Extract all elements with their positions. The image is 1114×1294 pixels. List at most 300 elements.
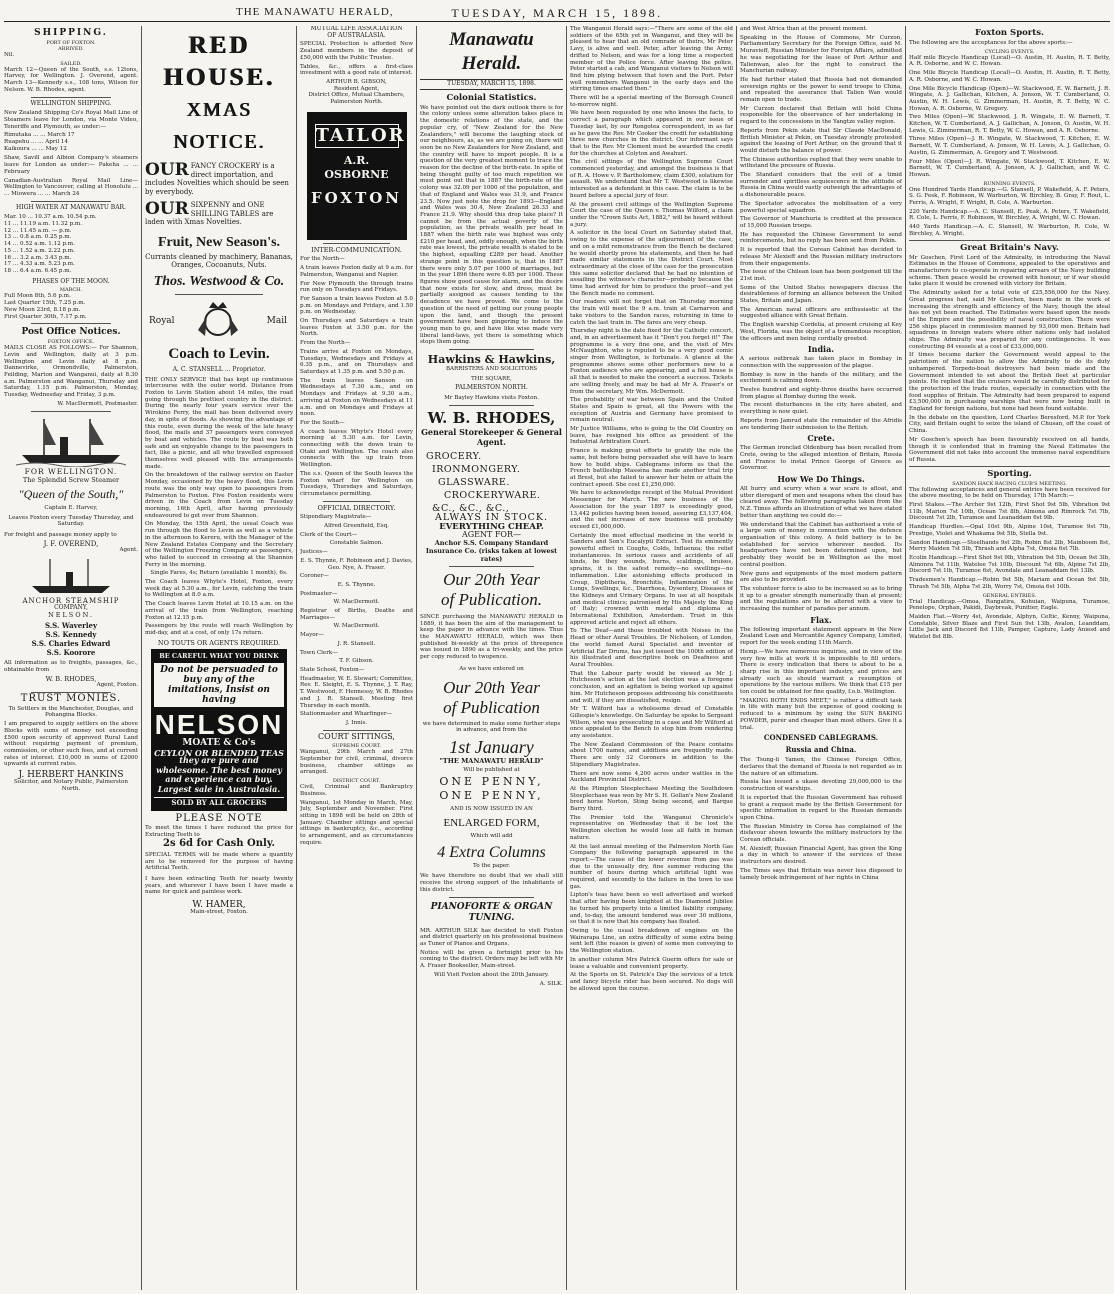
high-water-row: 11 ... 11.19 a.m. 11.32 p.m. — [4, 221, 83, 228]
westwood-name: Thos. Westwood & Co. — [153, 273, 285, 289]
news-paragraph: There will be a special meeting of the Borough Council to-morrow night. — [570, 95, 733, 108]
our-20th-year: Our 20th Year — [443, 569, 540, 589]
directory-value: W. MacDermott. — [333, 599, 380, 606]
gibson-name: ARTHUR B. GIBSON, — [326, 78, 387, 85]
anchor-heading: ANCHOR STEAMSHIP — [22, 597, 120, 606]
price-one-penny — [420, 775, 563, 789]
directory-label: Stationmaster and Wharfinger— — [300, 711, 393, 718]
directory-value: Alfred Greenfield, Esq. — [324, 523, 389, 530]
sports-entry: Half mile Bicycle Handicap (Local)—O. Austin, H. Austin, R. T. Betty, A. R. Osborne, and W. C. Howan. — [909, 54, 1110, 68]
column-rule — [736, 26, 737, 1290]
directory-label: Town Clerk— — [300, 649, 338, 656]
high-water-row: 15 ... 1.52 a.m. 2.22 p.m. — [4, 247, 75, 254]
column-1 — [4, 26, 138, 1290]
postmaster-sign: W. MacDermott, Postmaster. — [57, 400, 138, 407]
our-20th-year: Our 20th Year — [443, 677, 540, 697]
directory-label: Registrar of Births, Deaths and Marriages— — [300, 608, 413, 621]
news-paragraph: The New Zealand Commission of the Peace contains about 1700 names, and additions are frequently made. There are only 32 Coroners in addition to the Stipendiary Magistrates. — [570, 741, 733, 768]
nelson-top: BE CAREFUL WHAT YOU DRINK — [159, 652, 279, 661]
to-the-paper: To the paper. — [472, 862, 511, 869]
masthead-title: TUESDAY, MARCH 15, 1898. — [451, 6, 663, 20]
wellington-row: Ruapehu ... ... April 14 — [4, 139, 69, 146]
nelson-blend: CEYLON OR BLENDED TEAS — [154, 747, 284, 758]
special-terms-text: SPECIAL TERMS will be made where a quantity are to be removed for the purpose of having Artificial Teeth. — [145, 851, 293, 872]
racing-entry: Sandon Handicap.—Steelhands 9st 2lb, Robin 8st 2lb, Mainboom 8st, Merry Maiden 7st 5lb, Thrash and Alpha 7st, Omoia 6st 7lb. — [909, 539, 1110, 553]
russia-paragraph: M. Alexieff, Russian Financial Agent, has given the King a day in which to answer if the services of these instructors are desired. — [740, 845, 902, 866]
goods-item: GLASSWARE. — [438, 476, 510, 488]
moon-row: First Quarter 30th, 7.17 p.m. — [4, 313, 87, 320]
gibson-role: Resident Agent, — [333, 85, 380, 92]
news-paragraph: A solicitor in the local Court on Saturday stated that, owing to the expense of the adjournment of the case, and on a mild remonstrance from the Bench he declared he would shortly prove his statements, and then he had made similar statements in the District Court. Most extraordinary at the close of the case for the prosecution this same solicitor declared that he had no intention of assailing the witness's character—probably because the time had arrived for him to produce the proof—and yet the Bench made no comment. — [570, 230, 733, 297]
herald-name: "THE MANAWATU HERALD" — [439, 756, 544, 765]
flax-heading: Flax. — [810, 614, 832, 625]
wellington-text: New Zealand Shipping Co's Royal Mail Line of Steamers leave for London, via Monte Video, Teneriffe and Plymouth, as under:— — [4, 110, 138, 130]
news-paragraph: The Wanganui Herald says:—"There are some of the old soldiers of the 65th yet in Wanganui, and they will be pleased to hear that an old comrade of theirs, Mr Peter Lavy, is alive and well. Peter, after leaving the Army, drifted to Nelson, and was for a long time a respected member of the Police force. After leaving the police, Peter started a cab, and Wanganui visitors to Nelson will find him plying between that town and the Port. Peter well remembers Wanganui in the early days and the stirring times enacted then." — [570, 26, 733, 93]
ship-icon — [26, 556, 116, 596]
nelson-sold: SOLD BY ALL GROCERS — [154, 797, 284, 807]
colonial-text: We have pointed out the dark outlook there is for the colony unless some alteration takes place in the domestic relations of the state, and the popular cry, of "New Zealand for the New Zealanders," will become the laughing stock of our neighbours, as, as we are going on, there will soon be no New Zealanders for New Zealand, and the country will have to import people. It is a question of the very greatest moment to trace the reason for the decline of the birth-rate. In spite of being thought guilty of too much repetition we must point out that in 1887 the birth-rate of the colony was 32.09 per 1000 of the population, and that of England and Wales was 31.9, and France 23.5. Now just note the drop for 1893—England and Wales was 30.4, New Zealand 26.33 and France 21.9. Why should this drop take place? It cannot be from the actual poverty of the population, as the private wealth per head in 1887 when the birth rate was highest was only £210 per head, and, oddly enough, when the birth rate was lowest, the private wealth is stated to be the highest, equalling £289 per head. Another strange point in this question is, that in 1887 there were only 5.07 per 1000 of marriages, but in the year 1896 there were 6.85 per 1000. These figures show good cause for alarm, and the desire that now exists for slow, and dress, must be partially assigned as causes tending to the decadence we have proved. We come to the question of the need of getting our young people upon the land, and though the present government have been gingering to induce the young men to go, and have like wise made very liberal land-laws, yet there is something which stops them going. — [420, 104, 563, 346]
fancy-crockery-notice — [145, 162, 293, 197]
india-paragraph: Bombay is now in the hands of the military, and the excitement is calming down. — [740, 371, 902, 385]
our-label: OUR — [145, 198, 189, 219]
post-office-text: MAILS CLOSE AS FOLLOWS:— For Shannon, Levin and Wellington, daily at 3 p.m. Wellington and Levin daily at 8 p.m. Dannevirke, Ormondville, Palmerston, Feilding, Marton and Wanganui, daily at 8.30 a.m. Palmerston and Wanganui, Thursday and Saturday, 1.15 p.m. Palmerston, Monday, Tuesday, Wednesday and Friday, 3 p.m. — [4, 345, 138, 399]
issued-text: AND IS NOW ISSUED IN AN — [450, 806, 533, 813]
fruit-text: Currants cleaned by machinery, Bananas, Oranges, Cocoanuts, Nuts. — [145, 252, 293, 270]
silk-visit: Will Visit Foxton about the 20th January. — [434, 971, 549, 978]
directory-value: T. F. Gibson. — [339, 658, 374, 665]
shipping-heading: SHIPPING. — [34, 28, 108, 38]
directory-label: Stipendiary Magistrate— — [300, 514, 372, 521]
hankins-name: J. HERBERT HANKINS — [18, 770, 124, 781]
directory-label: Clerk of the Court— — [300, 531, 358, 538]
directory-label: State School, Foxton— — [300, 667, 365, 673]
moon-row: New Moon 23rd, 8.18 p.m. — [4, 306, 81, 313]
tailor-label: TAILOR — [315, 124, 406, 146]
no-touts: NO TOUTS OR AGENTS REQUIRED. — [157, 638, 281, 647]
captain: Captain E. Harvey, — [44, 504, 98, 511]
post-office-sub: FOXTON OFFICE. — [47, 339, 95, 346]
fruit-heading: Fruit, New Season's. — [157, 234, 281, 250]
goods-list — [420, 450, 563, 515]
condensed-cablegrams-heading: CONDENSED CABLEGRAMS. — [763, 733, 879, 743]
directory-label: Justices— — [300, 549, 328, 556]
leaves-text: Leaves Foxton every Tuesday Thursday, and Saturday. — [8, 514, 134, 528]
cable-paragraph: The issue of the Chilean loan has been postponed till the 21st inst. — [740, 269, 902, 282]
news-paragraph: At the present civil sittings of the Wellington Supreme Court the case of the Queen v. Thomas Wilford, a claim under the "Crown Suits Act, 1882," will be heard without a jury. — [570, 201, 733, 228]
wanganui-text: Wanganui, 1st Monday in March, May, July, September and November. First sitting in 1898 will be held on 28th of January. Chamber sittings and special sittings in bankruptcy, &c., according to arrangement, and as circumstances require. — [300, 799, 413, 846]
ship-name: S.S. Waverley — [44, 621, 98, 631]
published-at: Will be published at — [463, 766, 520, 773]
cable-paragraph: Speaking in the House of Commons, Mr Curzon, Parliamentary Secretary for the Foreign Office, said M. Muravieff, Russian Minister for Foreign Affairs, admitted he was negotiating for the lease of Port Arthur and Talienwan, also for the right to construct the Manchurian railway. — [740, 34, 902, 75]
goods-item: IRONMONGERY. — [432, 463, 521, 475]
india-paragraph: Twelve hundred and eighty-three deaths have occurred from plague at Bombay during the week. — [740, 387, 902, 400]
sports-entry: Three Miles (Open)—J. R. Wingate, W. Stackwood, T. Kitchen, E. W. Barnett, W. T. Cumberland, A. Jonson, W. H. Lewis, A. J. Gallichan, O. Austin, G. Zimmerman, A. Gregory and T. Westwood. — [909, 136, 1110, 156]
for-north-heading: For the North— — [300, 256, 345, 263]
navy-heading: Great Britain's Navy. — [909, 240, 1110, 253]
news-paragraph: Certainly the most effectual medicine in the world is Sanders and Son's Eucalypti Extract. Test its eminently powerful effect in Coughs, Colds, Influenza; the relief instantaneous. In serious cases and accidents of all kinds, be they wounds, burns, scaldings, bruises, sprains, it is the safest remedy—no swellings—no inflammation. Like astonishing effects produced in Croup, Diphtheria, Bronchitis, Inflammation of the Lungs, Swellings, &c., Diarrhoea, Dysentery, Diseases of the Kidneys and Urinary Organs. In use at all hospitals and medical clinics; patronised by His Majesty the King of Italy; crowned with medal and diploma at International Exhibition, Amsterdam. Trust in this approved article and reject all others. — [570, 532, 733, 626]
russia-paragraph: Russia has issued a ukase devoting 29,000,000 to the construction of warships. — [740, 779, 902, 793]
general-entries-heading: GENERAL ENTRIES. — [982, 592, 1037, 599]
from-north-heading: From the North— — [300, 340, 351, 347]
flax-paragraph: Hemp.—We have numerous inquiries, and in view of the very few mills at work it is impossible to fill orders. There is every indication that there is about to be a sharp rise in this important industry, and prices are already such as should warrant a resumption of operations by the various millers. We think that £15 per ton could be obtained for fine quality, f.o.b. Wellington. — [740, 648, 902, 696]
directory-value: Constable Salmon. — [329, 540, 384, 547]
cable-paragraph: The Governor of Manchuria is credited at the presence of 15,000 Russian troops. — [740, 216, 902, 229]
sports-intro: The following are the acceptances for the above sports:— — [909, 40, 1073, 46]
russia-paragraph: The Times says that Britain was never less disposed to tamely brook infringement of her rights in China — [740, 867, 902, 881]
coach-text: Passengers by the route will reach Wellington by mid-day, and at a cost, of only 17s return. — [145, 623, 293, 636]
inter-communication-heading: INTER-COMMUNICATION. — [311, 245, 402, 254]
sports-entry: One Mile Bicycle Handicap (Local)—O. Austin, H. Austin, R. T. Betty, A. R. Osborne, and W. C. Howan. — [909, 70, 1110, 83]
please-note-text: To meet the times I have reduced the price for Extracting Teeth to — [145, 824, 293, 838]
moon-heading: PHASES OF THE MOON. — [32, 277, 110, 285]
our-label: OUR — [145, 160, 189, 180]
canadian-text: Canadian-Australian Royal Mail Line—Wellington to Vancouver, calling at Honolulu ... ... Miowera ... ... March 24 — [4, 177, 138, 197]
news-paragraph: In another column Mrs Patrick Guerin offers for sale or lease a valuable and convenient property. — [570, 956, 733, 970]
russia-paragraph: The Tsung-li Yamen, the Chinese Foreign Office, declares that the demand of Russia is not regarded as in the nature of an ultimatum. — [740, 757, 902, 777]
hamer-address: Main-street, Foxton. — [190, 908, 248, 915]
news-paragraph: We have to acknowledge receipt of the Mutual Provident Messenger for March. The new business of the Association for the year 1897 is exceedingly good, 13,442 policies having been issued, assuring £3,137,404, and the net increase of new business will probably exceed £1,000,000. — [570, 490, 733, 530]
news-paragraph: At the Plimpton Steeplechase Meeting the Southdown Steeplechase was won by Mr S. H. Gollan's New Zealand bred horse Norton, Sting being second, and Barque Barry third. — [570, 785, 733, 813]
everything-cheap: EVERYTHING CHEAP. — [439, 521, 544, 532]
directory-label: Postmaster— — [300, 590, 338, 597]
ship-name: S.S. Charles Edward — [31, 639, 111, 649]
splendid-steamer: The Splendid Screw Steamer — [22, 476, 120, 485]
foxton-sports-heading: Foxton Sports. — [975, 28, 1044, 38]
as-we-entered: As we have entered on — [459, 665, 524, 672]
india-paragraph: Reports from Jamrud state the remainder of the Afridis are tendering their submission to the British. — [740, 417, 902, 431]
silk-sign: A. SILK. — [539, 980, 563, 987]
piano-heading: PIANOFORTE & ORGAN TUNING. — [430, 901, 553, 923]
arrived-label: ARRIVED. — [58, 46, 84, 52]
goods-item: &C., &C., &C., — [432, 502, 510, 514]
train-text: The s.s. Queen of the South leaves the Foxton wharf for Wellington on Tuesdays, Thursdays and Saturdays, circumstance permitting. — [300, 470, 413, 497]
fares-text: Single Fares, 4s; Return (available 1 month), 6s. — [150, 570, 288, 577]
news-paragraph: The probability of war between Spain and the United States and Spain is great, all the Powers with the exception of Austria and Germany have promised to remain neutral. — [570, 397, 733, 424]
news-paragraph: At the Sports on St. Patrick's Day the services of a trick and fancy bicycle rider has been secured. No dogs will be allowed upon the course. — [570, 972, 733, 992]
directory-value: E. S. Thynne. — [337, 581, 376, 588]
column-3 — [300, 26, 413, 1290]
moon-month: MARCH. — [59, 287, 83, 294]
coach-text: The Coach leaves Levin Hotel at 10.15 a.m. on the arrival of the train from Wellington, reaching Foxton at 12.15 p.m. — [145, 601, 293, 621]
news-paragraph: Thursday night is the date fixed for the Catholic concert, and, in an advertisement has it "Don't you forget it!" The programme is a very fine one, and the visit of Mrs McNaughton, who is reputed to be a very good comic singer from Wellington, is fortunate. A glance at the programme shows some other performers new to a Foxton audience who are appearing, and a full house is all that is needed to make the concert a success. Tickets are selling freely, and may be had at Mr A. Fraser's or from the secretary, Mr Wm. McDermott. — [570, 328, 733, 395]
moon-row: Last Quarter 15th, 7.25 p.m. — [4, 300, 86, 307]
queen-of-the-south: "Queen of the South," — [18, 486, 124, 501]
district-court-text: Civil, Criminal and Bankruptcy Business. — [300, 784, 413, 797]
train-text: For Sanson a train leaves Foxton at 5.0 p.m. on Mondays and Fridays, and 1.50 p.m. on Wednesday. — [300, 295, 413, 316]
colonial-heading: Colonial Statistics. — [446, 92, 537, 103]
running-events-heading: RUNNING EVENTS. — [983, 180, 1036, 187]
bayley-visits: Mr Bayley Hawkins visits Foxton. — [444, 395, 539, 402]
news-paragraph: We have been requested by one who knows the facts, to correct a paragraph which appeared in our issue of Tuesday last, by our Rongotea correspondent, in as far as he gave the Rev. Mr Cooker the credit for establishing three new churches in the district. Our informant says that to the Rev. Mr Clement must be awarded the credit for the churches at Colyton and Awahuri. — [570, 110, 733, 157]
racing-entry: The following acceptances and general entries have been received for the above meeting, to be held on Thursday, 17th March:— — [909, 486, 1110, 500]
arrived-nil: Nil. — [4, 52, 15, 58]
goods-item: GROCERY. — [426, 450, 482, 462]
directory-value: J. R. Stansell. — [337, 640, 376, 647]
news-paragraph: To The Deaf—and those troubled with Noises in the Head or other Aural Troubles. Dr Nicholson, of London, the world famed Aural Specialist and inventor of Artificial Ear Drums, has just issued the 100th edition of his illustrated and descriptive book on Deafness and Aural Troubles. — [570, 628, 733, 668]
directory-value: Headmaster, W. E. Stewart; Committee, Rev. E. Sleight, E. S. Thynne, J. T. Ray, T. Westwood, F. Hennessy, W. B. Rhodes and J. R. Stansell. Meeting first Thursday in each month. — [300, 675, 413, 709]
hawkins-address: THE SQUARE, — [471, 375, 512, 382]
sporting-heading: Sporting. — [909, 466, 1110, 479]
tailor-advert — [307, 112, 407, 240]
news-paragraph: The Premier told the Wanganui Chronicle's representative on Wednesday that it be lost the Wellington election he would lose all faith in human nature. — [570, 814, 733, 841]
sandon-heading: SANDON HACK RACING CLUB'S MEETING. — [952, 480, 1067, 487]
crete-heading: Crete. — [807, 433, 835, 444]
penny-label: PENNY, — [481, 789, 544, 803]
news-paragraph: Mr Justice Williams, who is going to the Old Country on leave, has resigned his office as president of the Industrial Arbitration Court. — [570, 426, 733, 446]
coach-text: On the breakdown of the railway service on Easter Monday, occasioned by the heavy flood, this Levin route was the only way open to passengers from Palmerston to Foxton. Five Foxton residents were driven in the Coach from Levin on Tuesday morning, 16th April, after having previously endeavoured to get over from Shannon. — [145, 472, 293, 519]
red-house-heading: RED HOUSE. — [163, 32, 275, 91]
extra-columns: 4 Extra Columns — [437, 843, 546, 861]
high-water-row: 16 ... 3.2 a.m. 3.43 p.m. — [4, 254, 72, 261]
masthead — [4, 4, 1110, 22]
cable-paragraph: Mr Curzon declared that Britain will hold China responsible for the observance of her undertaking in regard to the concessions in the Yangtze valley region. — [740, 105, 902, 126]
which-add: Which will add — [470, 833, 513, 840]
sailed-label: SAILED. — [60, 60, 82, 67]
trust-text: I am prepared to supply settlers on the above Blocks with sums of money not exceeding £500 upon security of approved Rural Land without requiring payment of premium, commission, or other such fees, and at current rates of interest. £10,000 in sums of £2000 upwards at current rates. — [4, 721, 138, 768]
sports-entry: One Hundred Yards Handicap.—G. Stansell, P. Wakefield, A. F. Peters, S. G. Fesk, F. Robinson, W. Warburton, W. Birchley, B. Gray, F. Rout, L. Ferris, A. Wright, F. Wright, R. Cole, A. Warburton. — [909, 186, 1110, 207]
shaw-text: Shaw, Savill and Albion Company's steamers leave for London as under:— Pakeha ... ... February — [4, 155, 138, 175]
post-office-heading: Post Office Notices. — [21, 327, 121, 338]
royal-mail-header — [145, 298, 293, 344]
mutual-text: Tables, &c., offers a first-class investment with a good rate of interest. — [300, 63, 413, 77]
cycling-events-heading: CYCLING EVENTS. — [984, 48, 1035, 55]
determined-text: we have determined to make some further steps in advance, and from the — [422, 720, 561, 734]
column-rule — [416, 26, 417, 1290]
directory-value: E. S. Thynne, F. Robinson and J. Davies, Geo. Nye, A. Fraser. — [300, 557, 413, 571]
racing-entry: Tradesmen's Handicap.—Robin 9st 5lb, Mariam and Ocean 9st 5lb, Thrash 7st 5lb, Alpha 7st 2lb, Worry 7st, Omoia 6st 10lb. — [909, 577, 1110, 590]
russia-paragraph: It is reported that the Russian Government has refused to grant a request made by the British Government for specific information in regard to the Russian demands upon China. — [740, 794, 902, 821]
for-wellington-heading: FOR WELLINGTON. — [24, 466, 118, 476]
racing-entry: Handicap Hurdles.—Opal 10st 9lb, Alpine 10st, Turamoe 9st 7lb, Prestige, Violet and Whakama 9st 5lb, Stella 9st. — [909, 524, 1110, 537]
news-paragraph: That the Labour party would be viewed as Mr J. Hutcheson's action at the last election was a foregone conclusion, and an agitation is being worked up against him. Mr Hutcheson proposes addressing his constituents and will, if they are dissatisfied, resign. — [570, 670, 733, 704]
hawkins-name: Hawkins & Hawkins, — [427, 353, 556, 367]
coach-text: The Coach leaves Whyte's Hotel, Foxton, every week day at 5.30 a.m., for Levin, catching the train to Wellington at 8.0 a.m. — [145, 579, 293, 599]
news-paragraph: There are now some 4,200 acres under wattles in the Auckland Provincial District. — [570, 770, 733, 784]
news-paragraph: Our readers will not forget that on Thursday morning the train will meet the 9 a.m. train at Carnarvon and take visitors to the Sandon races, returning in time to catch the last train in. The fares are very cheap. — [570, 299, 733, 326]
directory-value: W. MacDermott. — [333, 623, 380, 630]
supreme-court-heading: SUPREME COURT. — [332, 743, 381, 750]
hawkins-city: PALMERSTON NORTH. — [455, 384, 528, 392]
high-water-row: Mar. 10 ... 10.37 a.m. 10.54 p.m. — [4, 214, 97, 221]
directory-value: J. Innis. — [345, 719, 368, 726]
train-text: On Thursdays and Saturdays a train leaves Foxton at 3.50 p.m. for the North. — [300, 318, 413, 338]
trust-sub: To Settlers in the Manchester, Douglas, and Pohangina Blocks. — [8, 705, 134, 719]
anchor-info: All information as to freights, passages, &c., obtainable from — [4, 660, 138, 673]
column-rule — [141, 26, 142, 1290]
court-sittings-heading: COURT SITTINGS, — [318, 731, 395, 741]
racing-entry: Trial Handicap.—Omoa, Rangatira, Kohuian, Waipuna, Turamoe, Penelope, Orphan, Pakidi, Daybreak, Punitier, Eagle. — [909, 598, 1110, 612]
storekeeper: General Storekeeper & General Agent. — [421, 426, 562, 447]
xmas-notice-heading: XMAS NOTICE. — [172, 99, 266, 153]
overend-name: J. F. OVEREND, — [43, 539, 99, 548]
rhodes-name: W. B. RHODES, — [45, 674, 97, 683]
of-publication: of Publication — [443, 697, 540, 717]
rhodes-agent: Agent, Foxton. — [96, 682, 138, 689]
india-paragraph: A serious outbreak has taken place in Bombay in connection with the suppression of the plague. — [740, 356, 902, 369]
column-7 — [909, 26, 1110, 1290]
anchor-nelson: NELSON. — [48, 610, 94, 619]
news-paragraph: The civil sittings of the Wellington Supreme Court commenced yesterday, and amongst the business is that of R. A. Howe v. P. Bartholomew, claim £300, solatium for assault. We understand that Mr T. Westwood is likewise interested as a defendant in this case. The claim is to be heard before a special jury of four. — [570, 159, 733, 199]
flax-paragraph: The following important statement appears in the New Zealand Loan and Mercantile Agency Company, Limited, report for the week ending 11th March. — [740, 626, 902, 647]
cable-paragraph: The American naval officers are enthusiastic at the suggested alliance with Great Britain. — [740, 306, 902, 320]
no-doubt-text: We have therefore no doubt that we shall still receive the strong support of the inhabitants of this district. — [420, 873, 563, 893]
cable-paragraph: The Chinese authorities replied that they were unable to withstand the pressure of Russia. — [740, 156, 902, 170]
sixpenny-text: SIXPENNY and ONE SHILLING TABLES are laden with Xmas Novelties. — [145, 200, 274, 227]
navy-paragraph: If times became darker the Government would appeal to the patriotism of the nation to allow the Admiralty to do its duty unhampered. Torpedo-boat destroyers had been made and the Government intended to set about the British fleet at particular points. He replied that the cruisers would be carefully distributed for the protection of the trade routes, especially in connection with the food supplies of Britain. The Admiralty had been prepared to expend £3,500,000 in purchasing warships that were now being built in England for foreign nations, but none had been found suitable. — [909, 352, 1110, 413]
sports-entry: Four Miles (Open)—J. R. Wingate, W. Stackwood, T. Kitchen, E. W. Barnett, W. T. Cumberland, A. Jonson, A. J. Gallichan, and W. C. Howan. — [909, 158, 1110, 178]
cable-paragraph: and West Africa than at the present moment. — [740, 26, 868, 32]
wellington-row: Rimutaka ... ... March 17 — [4, 132, 75, 139]
how-paragraph: New guns and equipments of the most modern pattern are also to be provided. — [740, 570, 902, 584]
train-text: Trains arrive at Foxton on Mondays, Tuesdays, Wednesdays and Fridays at 6.35 p.m., and on Thursdays and Saturdays at 1.35 p.m. and 5.50 p.m. — [300, 348, 413, 375]
paper-date: TUESDAY, MARCH 15, 1898. — [420, 79, 563, 90]
cable-paragraph: He has requested the Chinese Government to send reinforcements, but no reply has been sent from Pekin. — [740, 231, 902, 245]
cable-paragraph: He had further stated that Russia had not demanded sovereign rights or the power to send troops to China, and repeated the assurance that Talien Wan would remain open to trade. — [740, 76, 902, 104]
high-water-row: 18 ... 6.4 a.m. 6.45 p.m. — [4, 267, 72, 274]
news-paragraph: At the last annual meeting of the Palmerston North Gas Company the following paragraph appeared in the report:—The cause of the lower revenue from gas was due to the unusually dry, fine summer reducing the number of hours during which artificial light was required, and secondly to the failure in the town to use gas. — [570, 843, 733, 890]
high-water-row: 14 ... 0.52 a.m. 1.12 p.m. — [4, 241, 75, 248]
cable-paragraph: It is reported that the Corean Cabinet has decided to release Mr Alexieff and the Russian military instructors from their engagements. — [740, 247, 902, 267]
price-text: 2s 6d for Cash Only. — [163, 838, 275, 850]
wb-rhodes-name: W. B. RHODES, — [427, 408, 556, 427]
racing-entry: Ecolin Handicap.—First Shot 9st 9lb, Vibration 9st 5lb, Ocean 9st 3lb, Almonra 7st 11lb, Watelee 7st 10lb, Discount 7st 6lb, Alpine 7st 2lb, Discord 7st 1lb, Turamoe 6st, Avondale and Leanaddam 6st 13lb. — [909, 555, 1110, 575]
mutual-life-sub: OF AUSTRALASIA. — [327, 31, 386, 39]
nelson-name: NELSON — [154, 709, 284, 741]
racing-entry: First Stakes.—The Archer 9st 12lb, First Shot 9st 5lb, Vibration 9st 11lb, Marion 7st 10lb, Ocean 7st 8lb, Almona and Rimrock 7st 7lb, Discount 7st 2lb, Turamoe and Leanaddam 6st 9lb. — [909, 502, 1110, 522]
high-water-row: 17 ... 4.33 a.m. 5.23 p.m. — [4, 261, 75, 268]
how-paragraph: All hurry and scurry when a war scare is afloat, and utter disregard of men and weapons when the cloud has cleared away. The following paragraphs taken from the N.Z. Times affords an illustration of what we have stated better than anything we could do:— — [740, 486, 902, 519]
tailor-town: FOXTON — [310, 188, 403, 207]
one-label: ONE — [439, 775, 476, 789]
sixpenny-notice — [145, 198, 293, 227]
penny-label: PENNY, — [481, 775, 544, 789]
nelson-moate: MOATE & Co's — [182, 738, 256, 749]
tailor-name: A.R. OSBORNE — [324, 153, 389, 181]
navy-paragraph: In the debate on the question, Lord Charles Beresford, M.P. for York City, said Britain ought to seize the island of Chusan, off the coast of China. — [909, 414, 1110, 435]
column-2 — [145, 26, 293, 1290]
cable-paragraph: Some of the United States newspapers discuss the desirableness of forming an alliance between the United States, Britain and Japan. — [740, 284, 902, 305]
hawkins-sub: BARRISTERS AND SOLICITORS — [445, 366, 538, 373]
since-text: SINCE purchasing the MANAWATU HERALD in 1889, it has been the aim of the management to keep the paper in advance with the times. Thus the MANAWATU HERALD, which was then published bi-weekly at the price of threepence was issued in 1890 as a tri-weekly, and the price per copy reduced to twopence. — [420, 613, 563, 661]
coach-text: On Monday, the 15th April, the usual Coach was run through the flood to Levin as well as a vehicle in the afternoon to Kereru, with the Manager of the New Zealand Estates Company and the Secretary of the Wellington Freezing Company as passengers, who failed to succeed in crossing at the Shannon Ferry in the morning. — [145, 521, 293, 568]
mutual-text: SPECIAL Protection is afforded New Zealand members in the deposit of £50,000 with the Public Trustee. — [300, 41, 413, 61]
always-in-stock: ALWAYS IN STOCK. — [434, 511, 548, 523]
high-water-heading: HIGH WATER AT MANAWATU BAR. — [16, 203, 126, 211]
hamer-name: W. HAMER, — [192, 900, 246, 911]
agent-for: AGENT FOR— — [461, 530, 522, 540]
wellington-shipping-heading: WELLINGTON SHIPPING. — [30, 99, 112, 107]
column-4 — [420, 26, 563, 1290]
column-rule — [566, 26, 567, 1290]
first-january: 1st January — [449, 736, 534, 757]
stansell-proprietor: A. C. STANSELL ... Proprietor. — [172, 365, 266, 373]
cable-paragraph: Reports from Pekin state that Sir Claude MacDonald, British Minister at Pekin, on Tuesday strongly protested against the leasing of Port Arthur, on the ground that it would disturb the balance of power. — [740, 127, 902, 154]
coach-text: THE ONLY SERVICE that has kept up continuous intercourse with the outer world. Distance from Foxton to Levin Station about 14 miles, the road going through the prettiest country in the district. During the nearly four years service over the Wirokino Ferry, the mail has been delivered every day, in spite of floods. As showing the advantage of this route, even during the week of the late heavy flood, the mails and 37 passengers were conveyed by boat and vehicles. The route by boat was both safe and an enjoyable change to the passengers in fact, like a picnic, and all who travelled expressed themselves well pleased with the arrangements made. — [145, 376, 293, 470]
anchor-company: COMPANY, — [54, 603, 88, 611]
high-water-row: 12 ... 11.45 a.m. — p.m. — [4, 227, 72, 234]
how-paragraph: The volunteer force is also to be increased so as to bring it up to a greater strength numerically than at present; and the regulations are to be altered with a view to increasing the number of parades per annum. — [740, 585, 902, 613]
column-5 — [570, 26, 733, 1290]
gibson-office: District Office, Mutual Chambers, Palmerston North. — [308, 92, 405, 106]
cable-paragraph: The English warship Cordelia, at present cruising at Key West, Florida, was the object of a tremendous reception, the officers and men being cordially greeted. — [740, 322, 902, 342]
russia-paragraph: The Russian Ministry in Corea has complained of the disfavour shown towards the military instructors by the Corean officials. — [740, 823, 902, 844]
news-paragraph: France is making great efforts to gratify the rule the same, but before being persuaded she will have to learn how to build ships. Cablegrams inform us that the French battleship Masséna has made another trial trip at Brest, but she failed to answer her helm or attain the contract speed. She cost £1,250,000. — [570, 448, 733, 488]
how-we-do-heading: How We Do Things. — [777, 474, 865, 485]
cable-paragraph: The Standard considers that the evil of a timid surrender and spiritless acquiescence in the attitude of Russia in China would vastly outweigh the advantages of a dishonourable peace. — [740, 172, 902, 199]
nelson-pure: they are pure and wholesome. The best money and experience can buy. Largest sale in Australasia. — [156, 755, 282, 794]
how-paragraph: We understand that the Cabinet has authorised a vote of a large sum of money in connection with the defence organisation of this colony. A field battery is to be established for service wherever needed. Its headquarters have not been determined upon, but probably they would be in Wellington as the most central position. — [740, 521, 902, 568]
hankins-sub: Solicitor, and Notary Public, Palmerston North. — [14, 778, 128, 792]
district-court-heading: DISTRICT COURT. — [332, 778, 381, 785]
high-water-row: 13 ... 0.8 a.m. 0.25 p.m. — [4, 234, 72, 241]
royal-label: Royal — [149, 315, 175, 326]
extracting-text: I have been extracting Teeth for nearly twenty years, and wherever I have been I have made a name for quick and painless work. — [145, 876, 293, 896]
making-ends-meet: "MAKING BOTH ENDS MEET," is rather a difficult task in life with many but the expense of good cooking is reduced to a minimum by using the SUN BAKING POWDER, purer and cheaper than most others. Give it a trial. — [740, 697, 902, 731]
news-paragraph: Mr T. Wilford has a wholesome dread of Constable Gillespie's knowledge. On Saturday he spoke to Sergeant Wilson, who was prosecuting in a case and Mr Wilford at once appealed to the Bench to stop him from rendering any assistance. — [570, 706, 733, 740]
moon-row: Full Moon 8th, 5.6 p.m. — [4, 293, 71, 300]
of-publication: of Publication. — [440, 589, 543, 609]
crete-paragraph: The German ironclad Oldenburg has been recalled from Crete, owing to the alleged intention of Britain, Russia and France to instal Prince George of Greece as Governor. — [740, 445, 902, 472]
agent-for-text: Anchor S.S. Company Standard Insurance Co. (risks taken at lowest rates) — [425, 538, 558, 563]
ship-name: S.S. Koorore — [46, 648, 96, 658]
steamer-icon — [16, 415, 126, 467]
column-rule — [296, 26, 297, 1290]
column-6 — [740, 26, 902, 1290]
one-label: ONE — [439, 789, 476, 803]
train-text: The train leaves Sanson on Wednesdays at 7.30 a.m., and on Mondays and Fridays at 9.30 a.m., arriving at Foxton on Wednesdays at 11 a.m. and on Mondays and Fridays at noon. — [300, 377, 413, 418]
navy-paragraph: Mr Goschen's speech has been favourably received on all hands, though it is contended that in framing the Naval Estimates the Government did not take into account the immense naval expenditure of Russia. — [909, 436, 1110, 463]
train-text: For New Plymouth the through trains run only on Tuesdays and Fridays. — [300, 280, 413, 294]
india-heading: India. — [807, 344, 835, 355]
for-south-heading: For the South— — [300, 419, 345, 426]
port-heading: PORT OF FOXTON. — [46, 40, 96, 46]
freight-text: For freight and passage money apply to — [4, 532, 117, 539]
mutual-life-heading: MUTUAL LIFE ASSOCIATION — [310, 26, 403, 32]
news-paragraph: Owing to the usual breakdown of engines on the Wairarapa Line, an extra difficulty of some extra being sent left (the reason is given) of some men conveying to the Wellington station. — [570, 928, 733, 955]
coach-heading: Coach to Levin. — [168, 345, 270, 362]
column-rule — [905, 26, 906, 1290]
masthead-paper-name: THE MANAWATU HERALD, — [236, 6, 394, 18]
sports-entry: 220 Yards Handicap.—A. C. Stansell, E. Peak, A. Peters, T. Wakefield, R. Cole, L. Ferris, F. Robinson, W. Birchley, A. Wright, W. C. Howan. — [909, 208, 1110, 222]
supreme-court-text: Wanganui, 29th March and 27th September for civil, criminal, divorce business, chamber sittings as arranged. — [300, 749, 413, 776]
silk-notice: Notice will be given a fortnight prior to his coming to the district. Orders may be left with Mr A. Fraser Bookseller, Main-street. — [420, 949, 563, 970]
cable-paragraph: The Spectator advocates the mobilisation of a very powerful special squadron. — [740, 200, 902, 214]
goods-item: CROCKERYWARE. — [444, 489, 541, 501]
train-text: A train leaves Foxton daily at 9 a.m. for Palmerston, Wanganui and Napier. — [300, 265, 413, 278]
trust-monies-heading: TRUST MONIES. — [20, 693, 122, 705]
royal-crest-icon — [195, 300, 241, 342]
news-paragraph: Lipton's teas have been so well advertised and worked that after having been knighted at the Diamond Jubilee he turned his property into a limited liability company, and, to-day, the amount tendered was over 30 millions, so that it is now that his company has floated. — [570, 892, 733, 926]
sailed-text: March 12—Queen of the South, s.s. 12tons, Harvey, for Wellington. J. Overend, agent. March 13—Kennedy s.s., 108 tons, Wilson for Nelson. W. B. Rhodes, agent. — [4, 66, 138, 93]
sports-entry: 440 Yards Handicap.—A. C. Stansell, W. Warburton, R. Cole, W. Birchley, A. Wright. — [909, 224, 1110, 237]
official-directory-heading: OFFICIAL DIRECTORY. — [317, 503, 396, 512]
sports-entry: One Mile Bicycle Handicap (Open)—W. Stackwood, E. W. Barnett, J. R. Wingate, A. J. Gallichan, Kitchen, A. Jonson, W. T. Cumberland, O. Austin, W. H. Lewis, G. Zimmerman, H. Austin, R. T. Betty, W. C. Howan, A. R. Osborne, W. Gregory. — [909, 85, 1110, 112]
sports-entry: Two Miles (Open)—W. Stackwood, J. R. Wingate, E. W. Barnett, T. Kitchen, W. T. Cumberland, A. J. Gallichan, A. Jonson, O. Austin, W. H. Lewis, G. Zimmerman, R. T. Betty, W. C. Howan, and A. R. Osborne. — [909, 114, 1110, 134]
wellington-row: Kaikoura ... ... May 12 — [4, 145, 67, 152]
overend-agent: Agent. — [119, 547, 138, 554]
navy-paragraph: Mr Goschen, First Lord of the Admiralty, in introducing the Naval Estimates in the House of Commons, appealed to the operatives and manufacturers to co-operate in repairing arrears of the Navy building scheme. Then peace would be crowned with honour, or if war should take place it would be crowned with victory for Britain. — [909, 254, 1110, 288]
mail-label: Mail — [266, 315, 287, 326]
price-one-penny — [420, 789, 563, 803]
train-text: A coach leaves Whyte's Hotel every morning at 5.30 a.m. for Levin, connecting with the down train to Otaki and Wellington. The coach also connects with the up train from Wellington. — [300, 428, 413, 469]
nelson-persuaded: Do not be persuaded to buy any of the imitations, Insist on having — [154, 663, 284, 707]
nelson-tea-advert — [151, 649, 287, 811]
please-note-heading: PLEASE NOTE — [175, 813, 263, 825]
ship-name: S.S. Kennedy — [45, 630, 97, 640]
paper-title: Manawatu Herald. — [449, 29, 534, 74]
racing-entry: Maiden Flat.—Worry 4st, Avondale, Alphyn, Celtic, Kenny, Waipuna, Constable, Silver Blaze and First Sun 9st 13lb, Avalon, Leanddam, Little Jack and Discord 8st 11lb, Pamper, Capture, Lady Aniesd and Watelot 8st 8lb. — [909, 613, 1110, 641]
navy-paragraph: The Admiralty asked for a total vote of £25,556,000 for the Navy. Great progress had, said Mr Goschen, been made in the work of increasing the strength and efficiency of the Navy, though the ideal has not yet been reached. The Estimates were based upon the needs of the Empire and the possibility of naval construction. There were 256 ships placed in commission manned by 93,000 men. Britain had squadrons in foreign waters where other nations only had isolated ships. The Admiralty was prepared for any contingencies. It was constructing 84 vessels at a cost of £33,000,000. — [909, 290, 1110, 350]
